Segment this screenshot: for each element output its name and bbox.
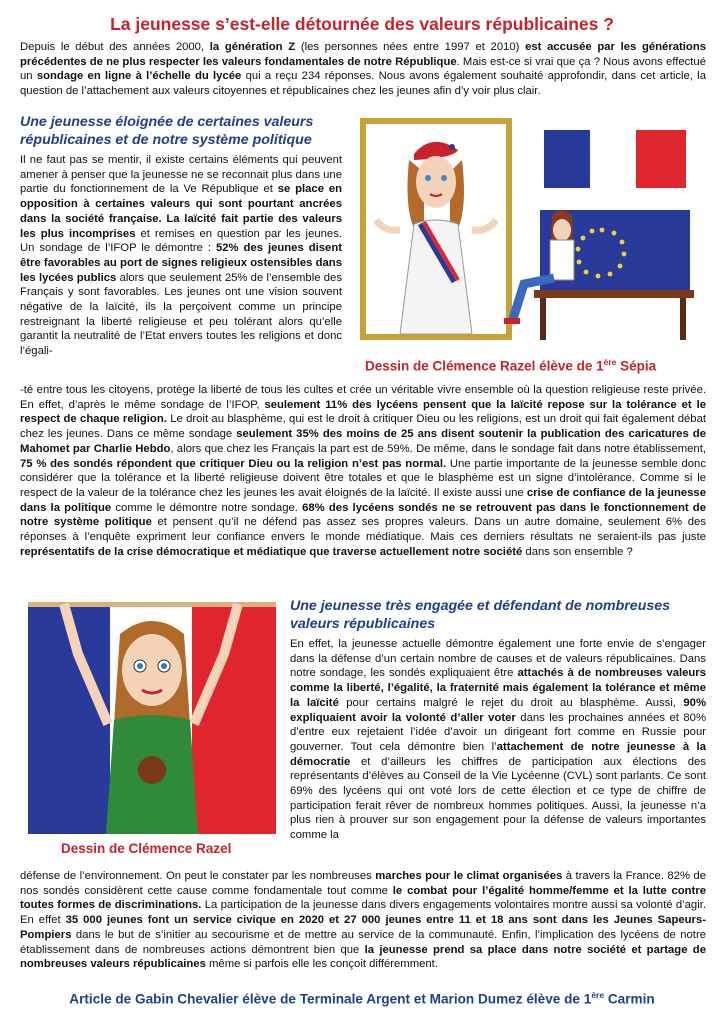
- text-run: et d’ailleurs les chiffres de participation aux élections des représentants d’élèves au Conseil de la Vie Lycéenne (CVL) sont parlants. Ce sont 69% des lycéens qui ont voté lors de cette élection et ce type de chiffre de participation ferait rêver de nombreux hommes politiques. Aussi, la jeunesse n’a plus rien à prouver sur son engagement pour la défense de valeurs importantes comme la: [290, 755, 706, 842]
- text-run: -té entre tous les citoyens, protège la liberté de tous les cultes et crée un véritable vivre ensemble où la question religieuse reste privée. En effet, d’après le même sondage de l’IFOP,: [20, 384, 706, 411]
- text-run: En effet, la jeunesse actuelle démontre également une forte envie de s’engager dans la défense d’un certain nombre de causes et de valeurs républicaines. Dans notre sondage, les sondés expliquaient être: [290, 638, 706, 680]
- bold-run: 35 000 jeunes font un service civique en 2020 et 27 000 jeunes entre 11 et 18 ans sont dans les Jeunes Sapeurs-Pompiers: [20, 914, 706, 941]
- section1-column-text: [20, 153, 342, 359]
- text-run: défense de l’environnement. On peut le constater par les nombreuses: [20, 870, 376, 882]
- text-run: Il ne faut pas se mentir, il existe certains éléments qui peuvent amener à penser que la jeunesse ne se reconnait plus dans une partie du fonctionnement de la Ve République et: [20, 154, 342, 196]
- marianne-flags-drawing: [354, 112, 708, 350]
- section2-full-text: [20, 869, 706, 972]
- bold-run: seulement 11% des lycéens pensent que la laïcité repose sur la tolérance et le respect de chaque religion.: [20, 398, 706, 426]
- bold-run: crise de confiance de la jeunesse dans la politique: [20, 486, 706, 514]
- bold-run: attachement de notre jeunesse à la démocratie: [290, 740, 706, 768]
- bold-run: est accusée par les générations précédentes de ne plus respecter les valeurs fondamentales de notre République: [20, 41, 706, 68]
- bold-run: attachés à de nombreuses valeurs comme la liberté, l’égalité, la fraternité mais également la tolérance et même la laïcité: [290, 667, 706, 709]
- text-run: comme le démontre notre sondage.: [111, 501, 303, 514]
- section1-full-text: [20, 383, 706, 559]
- text-run: . Mais est-ce si vrai que ça ? Nous avons effectué un: [20, 55, 706, 83]
- section2-column-text: [290, 637, 706, 843]
- girl-with-flag-drawing: [28, 594, 276, 834]
- drawing1-caption: Dessin de Clémence Razel élève de 1ère Sépia: [365, 357, 657, 374]
- text-run: même si parfois elle les conçoit différemment.: [205, 958, 438, 971]
- bold-run: 68% des lycéens sondés ne se retrouvent pas dans le fonctionnement de notre système politique: [20, 501, 706, 529]
- article-title: La jeunesse s’est-elle détournée des valeurs républicaines ?: [110, 14, 614, 34]
- text-run: dans son ensemble ?: [522, 545, 633, 558]
- text-run: et remises en question par les jeunes. Un sondage de l’IFOP le démontre :: [20, 227, 342, 255]
- text-run: Le droit au blasphème, qui est le droit à critiquer Dieu ou les religions, est un droit qui fait également débat chez les jeunes. Dans ce même sondage: [20, 413, 707, 441]
- text-run: dans le but de s’initier au secourisme et de mettre au service de la communauté. Enfin, l’implication des lycéens de notre établissement dans de nombreuses actions démontrent bien que: [20, 928, 706, 956]
- intro-paragraph: [20, 40, 706, 99]
- text-run: (les personnes nées entre 1997 et 2010): [295, 41, 526, 53]
- section2-heading: Une jeunesse très engagée et défendant de nombreuses valeurs républicaines: [290, 598, 671, 632]
- bold-run: marches pour le climat organisées: [375, 870, 563, 882]
- text-run: et pensent qu’il ne défend pas assez ses propres valeurs. Dans un autre domaine, seulement 6% des réponses à l’enquête expriment leur confiance envers le monde médiatique. Mais ces derniers résultats ne seraient-ils pas juste: [20, 516, 706, 544]
- bold-run: représentatifs de la crise démocratique et médiatique que traverse actuellement notre société: [20, 545, 523, 558]
- text-run: , alors que chez les Français la part est de 59%. De même, dans le sondage fait dans notre établissement,: [170, 442, 706, 455]
- bold-run: la jeunesse prend sa place dans notre société et partage de nombreuses valeurs républicaines: [20, 943, 706, 971]
- bold-run: le combat pour l’égalité homme/femme et la lutte contre toutes formes de discriminations.: [20, 884, 706, 912]
- bold-run: la génération Z: [209, 41, 296, 53]
- text-run: dans les prochaines années et 80% d’entre eux rejetaient l’idée d’avoir un dirigeant fort comme en Russie pour gouverner. Tout cela démontre bien l’: [290, 711, 706, 753]
- text-run: qui a reçu 234 réponses. Nous avons également souhaité approfondir, dans cet article, la question de l’attachement aux valeurs citoyennes et républicaines chez les jeunes afin d’y voir plus clair.: [20, 70, 706, 98]
- text-run: La participation de la jeunesse dans divers engagements volontaires montre aussi sa volonté d’agir. En effet: [20, 899, 706, 927]
- section1-heading: Une jeunesse éloignée de certaines valeurs républicaines et de notre système politique: [20, 114, 314, 148]
- bold-run: seulement 35% des moins de 25 ans disent soutenir la publication des caricatures de Mahomet par Charlie Hebdo: [20, 428, 706, 455]
- text-run: pour certains malgré le rejet du droit au blasphème. Aussi,: [338, 696, 684, 709]
- bold-run: 75 % des sondés répondent que critiquer Dieu ou la religion n’est pas normal.: [20, 457, 447, 470]
- article-credits: Article de Gabin Chevalier élève de Terminale Argent et Marion Dumez élève de 1ère Carmin: [69, 990, 655, 1007]
- bold-run: 90% expliquaient avoir la volonté d’aller voter: [290, 696, 706, 724]
- bold-run: 52% des jeunes disent être favorables au port de signes religieux ostensibles dans les lycées publics: [20, 242, 342, 284]
- text-run: Depuis le début des années 2000,: [20, 41, 210, 53]
- drawing2-caption: Dessin de Clémence Razel: [61, 841, 232, 856]
- bold-run: se place en opposition à certaines valeurs qui sont pourtant ancrées dans la société française. La laïcité fait partie des valeurs les plus incomprises: [20, 183, 343, 240]
- text-run: alors que seulement 25% de l’ensemble des Français y sont favorables. Les jeunes ont une vision souvent négative de la laïcité, ils la perçoivent comme un principe restreignant la liberté religieuse et peu tolérant alors qu’elle garantit la neutralité de l’Etat envers toutes les religions et donc l’égali-: [20, 271, 342, 358]
- bold-run: sondage en ligne à l’échelle du lycée: [36, 70, 242, 83]
- text-run: Une partie importante de la jeunesse semble donc considérer que la tolérance et la liberté religieuse doivent être totales et que le blasphème est un signe d’intolérance. Comme si le respect de la valeur de la tolérance chez les jeunes les avait éloignés de la laïcité. Il existe aussi une: [20, 457, 706, 499]
- text-run: à travers la France. 82% de nos sondés considèrent cette cause comme fondamentale tout comme: [20, 870, 706, 897]
